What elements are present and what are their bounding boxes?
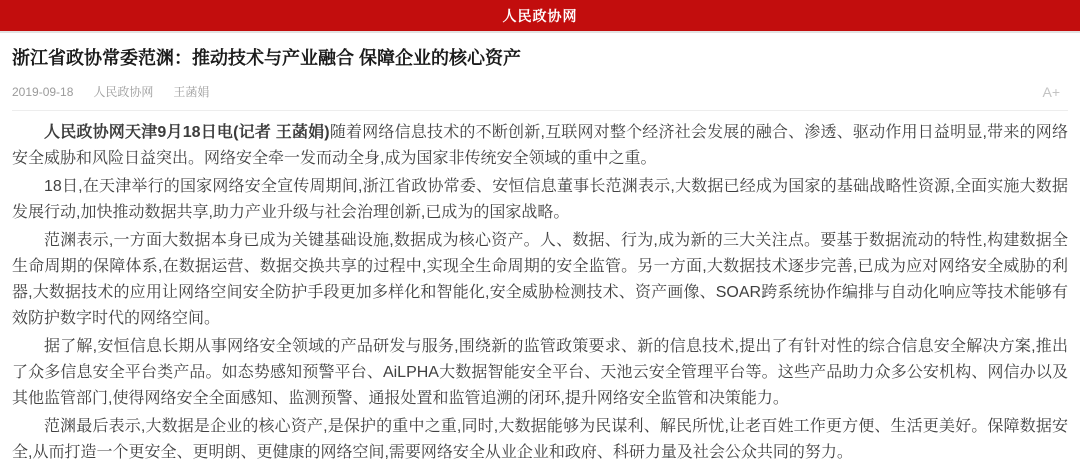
page-title: 浙江省政协常委范渊：推动技术与产业融合 保障企业的核心资产: [12, 48, 521, 68]
site-header: [0, 0, 1080, 33]
meta-left: [12, 83, 229, 100]
article-body: [12, 120, 1068, 466]
author-name: 王菡娟: [173, 85, 210, 99]
paragraph: 范渊表示,一方面大数据本身已成为关键基础设施,数据成为核心资产。人、数据、行为,成为新的三大关注点。要基于数据流动的特性,构建数据全生命周期的保障体系,在数据运营、数据交换共享的过程中,实现全生命周期的安全监管。另一方面,大数据技术逐步完善,已成为应对网络安全威胁的利器,大数据技术的应用让网络空间安全防护手段更加多样化和智能化,安全威胁检测技术、资产画像、SOAR跨系统协作编排与自动化响应等技术能够有效防护数字时代的网络空间。: [12, 232, 1068, 327]
paragraph: 据了解,安恒信息长期从事网络安全领域的产品研发与服务,围绕新的监管政策要求、新的信息技术,提出了有针对性的综合信息安全解决方案,推出了众多信息安全平台类产品。如态势感知预警平台、AiLPHA大数据智能安全平台、天池云安全管理平台等。这些产品助力众多公安机构、网信办以及其他监管部门,使得网络安全全面感知、监测预警、通报处置和监管追溯的闭环,提升网络安全监管和决策能力。: [12, 338, 1068, 407]
article-meta: [12, 83, 1068, 100]
source-name[interactable]: 人民政协网: [93, 85, 154, 99]
paragraph-text: 随着网络信息技术的不断创新,互联网对整个经济社会发展的融合、渗透、驱动作用日益明显,带来的网络安全威胁和风险日益突出。网络安全牵一发而动全身,成为国家非传统安全领域的重中之重。: [12, 124, 1068, 167]
paragraph: 范渊最后表示,大数据是企业的核心资产,是保护的重中之重,同时,大数据能够为民谋利、解民所忧,让老百姓工作更方便、生活更美好。保障数据安全,从而打造一个更安全、更明朗、更健康的网络空间,需要网络安全从业企业和政府、科研力量及社会公众共同的努力。: [12, 418, 1068, 461]
paragraph: 18日,在天津举行的国家网络安全宣传周期间,浙江省政协常委、安恒信息董事长范渊表示,大数据已经成为国家的基础战略性资源,全面实施大数据发展行动,加快推动数据共享,助力产业升级与社会治理创新,已成为的国家战略。: [12, 178, 1068, 221]
font-size-increase-button[interactable]: A+: [1042, 83, 1060, 100]
dateline-lead: 人民政协网天津9月18日电(记者 王菡娟): [44, 124, 330, 141]
paragraph-dateline: [12, 120, 1068, 172]
site-title[interactable]: 人民政协网: [502, 7, 578, 24]
article-page: [0, 46, 1080, 466]
divider: [12, 110, 1068, 111]
publish-date: 2019-09-18: [12, 84, 74, 99]
